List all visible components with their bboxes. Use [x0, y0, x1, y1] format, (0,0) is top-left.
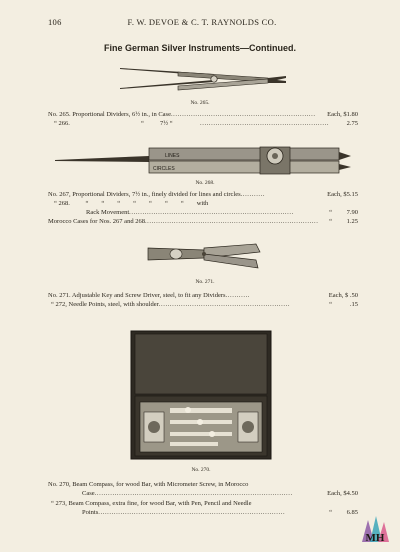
morocco-price: 1.25: [346, 218, 358, 225]
beam-compass-case-270-illustration: [130, 330, 272, 460]
item-267-description: No. 267, Proportional Dividers, 7½ in., finely divided for lines and circles: [48, 191, 241, 198]
item-271-line: No. 271. Adjustable Key and Screw Driver, steel, to fit any Dividers........... Each, $ .50: [48, 292, 358, 299]
item-268-line: [48, 200, 358, 208]
item-268-ditto-row: “ “ “ “ “ “ “ with: [85, 200, 209, 207]
morocco-cases-line: Morocco Cases for Nos. 267 and 268.............................................................................. “ 1.25: [48, 218, 358, 225]
item-271-description: No. 271. Adjustable Key and Screw Driver, steel, to fit any Dividers: [48, 292, 226, 299]
item-265-line: No. 265. Proportional Dividers, 6½ in., in Case................................................................. Each, $1.80: [48, 111, 358, 118]
item-273-line-1: [48, 500, 358, 508]
item-265-description: No. 265. Proportional Dividers, 6½ in., in Case: [48, 111, 171, 118]
item-272-price: .15: [349, 301, 358, 308]
item-266-size: 7½ “: [160, 120, 173, 127]
item-271-unit: Each, $: [328, 292, 349, 299]
item-271-price: .50: [349, 292, 358, 299]
item-268-number: “ 268.: [54, 200, 70, 207]
section-title: Fine German Silver Instruments—Continued.: [103, 43, 297, 53]
item-272-ditto: “: [329, 301, 332, 308]
item-267-unit: Each,: [327, 191, 342, 198]
library-watermark-logo: [360, 512, 390, 544]
figure-caption-271: No. 271.: [195, 279, 215, 285]
scale-text-circles: CIRCLES: [153, 166, 175, 172]
proportional-dividers-265-illustration: [118, 58, 290, 100]
item-270-unit: Each,: [327, 490, 342, 497]
item-270-price: $4.50: [343, 490, 358, 497]
watermark-letters: MH: [365, 532, 385, 544]
item-272-description: “ 272, Needle Points, steel, with shoulder: [51, 301, 159, 308]
figure-caption-270: No. 270.: [191, 467, 211, 473]
item-270-line-2: Case......................................................................................... Each, $4.50: [82, 490, 358, 497]
item-272-line: “ 272, Needle Points, steel, with shoulder........................................................... “ .15: [51, 301, 358, 308]
item-268-ditto: “: [329, 209, 332, 216]
item-267-price: $5.15: [343, 191, 358, 198]
proportional-dividers-268-illustration: [55, 140, 352, 178]
catalog-page: 106 F. W. DEVOE & C. T. RAYNOLDS CO. Fine German Silver Instruments—Continued. No. 265. No. 265. Proportional Dividers, 6½ in., in Case................................................................. Each, $1.80 “ 266. 2.75 “ 7½ “ .......................................................... LINES CIRCLES No. 268. No. 267, Proportional Dividers, 7½ in., finely divided for lines and circles........... Each, $5.15 “ 268. “ “ “ “ “ “ “ with Rack Movement.......................................................................... “ 7.90 Morocco Cases for Nos. 267 and 268.............................................................................. “ 1.25 No. 271. No. 271. Adjustable Key and Screw Driver, steel, to fit any Dividers........... Each, $ .50 “ 272, Needle Points, steel, with shoulder........................................................... “ .15 No. 270. No. 270, Beam Compass, for wood Bar, with Micrometer Screw, in Morocco Case......................................................................................... Each, $4.50 “ 273, Beam Compass, extra fine, for wood Bar, with Pen, Pencil and Needle Points.................................................................................... “ 6.85 MH: [0, 0, 400, 552]
item-270-case: Case: [82, 490, 95, 497]
item-273-ditto: “: [329, 509, 332, 516]
item-265-unit: Each,: [327, 111, 342, 118]
item-265-price: $1.80: [343, 111, 358, 118]
item-268-price: 7.90: [346, 209, 358, 216]
item-273-points: Points: [82, 509, 99, 516]
item-266-number: “ 266.: [54, 120, 70, 127]
morocco-cases-description: Morocco Cases for Nos. 267 and 268: [48, 218, 145, 225]
item-266-price: 2.75: [346, 120, 358, 127]
page-number: 106: [48, 17, 62, 27]
item-268-rack-movement: Rack Movement: [86, 209, 130, 216]
item-270-line-1: [48, 481, 358, 489]
morocco-ditto: “: [329, 218, 332, 225]
screw-driver-271-illustration: [144, 238, 262, 274]
item-266-ditto: “: [141, 120, 144, 127]
item-267-line: No. 267, Proportional Dividers, 7½ in., finely divided for lines and circles........... Each, $5.15: [48, 191, 358, 198]
scale-text-lines: LINES: [165, 153, 180, 159]
page-title: F. W. DEVOE & C. T. RAYNOLDS CO.: [127, 17, 277, 27]
item-273-line-2: Points.................................................................................... “ 6.85: [82, 509, 358, 516]
item-268-rack-line: Rack Movement.......................................................................... “ 7.90: [86, 209, 358, 216]
item-273-price: 6.85: [346, 509, 358, 516]
item-273-description: “ 273, Beam Compass, extra fine, for wood Bar, with Pen, Pencil and Needle: [51, 500, 252, 507]
item-270-description: No. 270, Beam Compass, for wood Bar, with Micrometer Screw, in Morocco: [48, 481, 249, 488]
figure-caption-265: No. 265.: [190, 100, 210, 106]
figure-caption-268: No. 268.: [195, 180, 215, 186]
page-header: [48, 17, 356, 31]
